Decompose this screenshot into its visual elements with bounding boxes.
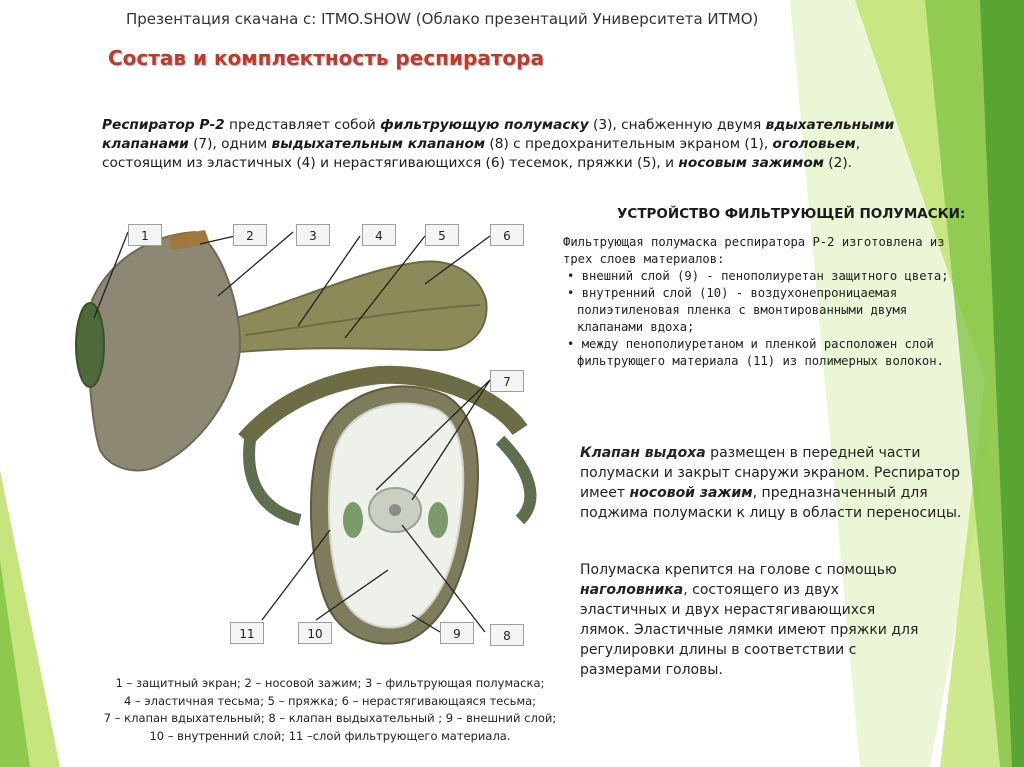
caption-line: 10 – внутренний слой; 11 –слой фильтрующего материала. [149,728,511,743]
source-line: Презентация скачана с: ITMO.SHOW (Облако презентаций Университета ИТМО) [126,10,759,28]
intro-text: (2). [823,155,853,171]
intro-text: (8) с предохранительным экраном (1), [485,136,773,152]
callout-9: 9 [440,622,474,644]
valve-term: Клапан выдоха [580,445,706,461]
device-description [563,234,963,370]
legend-caption [80,675,580,745]
intro-term-nose-clip: носовым зажимом [678,155,824,171]
intro-term-respirator: Респиратор Р-2 [102,117,225,133]
valve-paragraph: Клапан выдоха размещен в передней части полумаски и закрыт снаружи экраном. Респиратор имеет носовой зажим, предназначенный для поджима полумаски к лицу в области переносицы. [580,445,962,521]
intro-term-exhale-valve: выдыхательным клапаном [271,136,486,152]
callout-11: 11 [230,622,264,644]
callout-8: 8 [490,624,524,646]
intro-text: (3), снабженную двумя [588,117,766,133]
callout-6: 6 [490,224,524,246]
slide-title: Состав и комплектность респиратора [108,46,544,70]
callout-1: 1 [128,224,162,246]
device-bullet-2: • внутренний слой (10) - воздухонепроницаемая полиэтиленовая пленка с вмонтированными двумя клапанами вдоха; [567,286,908,334]
caption-line: 1 – защитный экран; 2 – носовой зажим; 3 – фильтрующая полумаска; [115,676,545,690]
intro-term-headband: оголовьем [772,136,856,152]
intro-text: представляет собой [224,117,381,133]
callout-10: 10 [298,622,332,644]
device-lead: Фильтрующая полумаска респиратора Р-2 изготовлена из трех слоев материалов: [563,235,945,266]
callout-4: 4 [362,224,396,246]
nose-clip-term: носовой зажим [629,485,753,501]
callout-3: 3 [296,224,330,246]
intro-text: , состоящим из эластичных (4) и нерастягивающихся (6) тесемок, пряжки (5), и [102,136,861,171]
caption-line: 4 – эластичная тесьма; 5 – пряжка; 6 – нерастягивающаяся тесьма; [123,693,537,708]
mask-front-view [245,375,530,644]
callout-2: 2 [233,224,267,246]
device-heading: УСТРОЙСТВО ФИЛЬТРУЮЩЕЙ ПОЛУМАСКИ: [617,206,966,222]
intro-text: (7), одним [188,136,272,152]
callout-7: 7 [490,370,524,392]
headgear-term: наголовника [580,582,684,598]
caption-line: 7 – клапан вдыхательный; 8 – клапан выдыхательный ; 9 – внешний слой; [103,711,557,725]
intro-term-halfmask: фильтрующую полумаску [380,117,589,133]
mount-paragraph: Полумаска крепится на голове с помощью наголовника, состоящего из двух эластичных и двух нерастягивающихся лямок. Эластичные лямки имеют пряжки для регулировки длины в соответствии с размерами головы. [580,562,919,678]
device-bullet-1: • внешний слой (9) - пенополиуретан защитного цвета; [567,269,949,283]
device-bullet-3: • между пенополиуретаном и пленкой расположен слой фильтрующего материала (11) из полимерных волокон. [567,337,944,368]
callout-5: 5 [425,224,459,246]
intro-term-inhale-valves: вдыхательными клапанами [102,117,895,152]
